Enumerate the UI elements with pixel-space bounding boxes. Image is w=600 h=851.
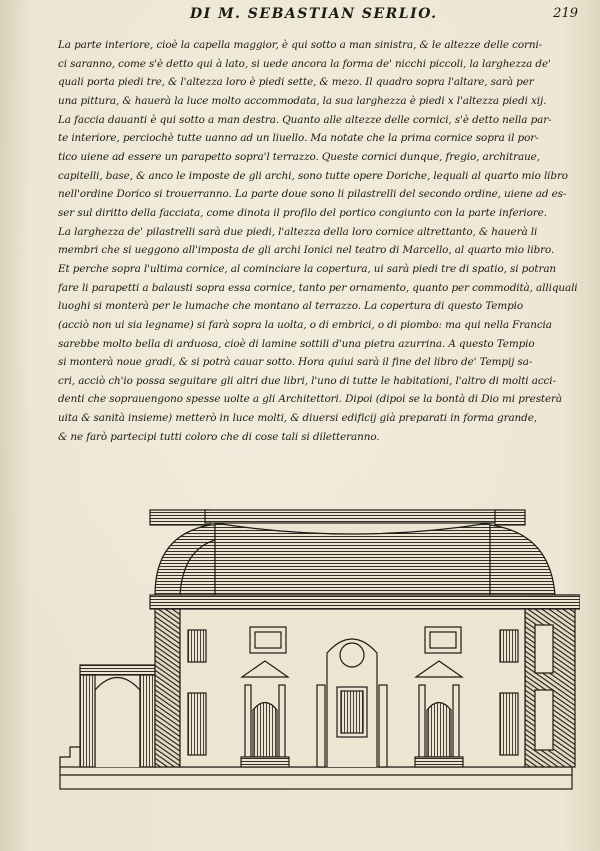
niche-right bbox=[427, 703, 451, 758]
upper-window-right bbox=[500, 630, 518, 662]
text-line: luoghi si monterà per le lumache che montano al terrazzo. La copertura di questo Tempio bbox=[58, 300, 524, 313]
text-line: (acciò non ui sia legname) si farà sopra la uolta, o di embrici, o di piombo: ma qui nella Francia bbox=[58, 318, 552, 331]
text-line: La parte interiore, cioè la capella maggior, è qui sotto a man sinistra, & le altezze delle corni- bbox=[58, 39, 543, 51]
right-dome-section bbox=[490, 525, 555, 595]
text-line: La faccia dauanti è qui sotto a man destra. Quanto alle altezze delle cornici, s'è detto nella par- bbox=[58, 113, 552, 126]
text-line: tico uiene ad essere un parapetto sopra'l terrazzo. Queste cornici dunque, fregio, architraue, bbox=[58, 150, 540, 163]
base-plinth bbox=[60, 767, 572, 789]
text-line: quali porta piedi tre, & l'altezza loro è piedi sette, & mezo. Il quadro sopra l'altare, sarà per bbox=[58, 76, 534, 89]
running-head: DI M. SEBASTIAN SERLIO. bbox=[190, 6, 438, 22]
niche-left bbox=[253, 703, 277, 758]
left-portico-arch bbox=[95, 678, 140, 768]
left-wall-section bbox=[155, 595, 180, 767]
entrance-steps bbox=[60, 747, 80, 767]
side-door-left bbox=[188, 693, 206, 755]
text-line: te interiore, perciochè tutte uanno ad un liuello. Ma notate che la prima cornice sopra il por- bbox=[58, 132, 539, 145]
text-line: cri, acciò ch'io possa seguitare gli altri due libri, l'uno di tutte le habitationi, l'altro di molti acci- bbox=[58, 374, 556, 387]
text-line: fare li parapetti a balausti sopra essa cornice, tanto per ornamento, quanto per commodità, alliquali bbox=[58, 281, 578, 294]
upper-window-left bbox=[188, 630, 206, 662]
left-dome-section bbox=[155, 525, 215, 595]
text-line: La larghezza de' pilastrelli sarà due piedi, l'altezza della loro cornice altrettanto, & hauerà li bbox=[58, 225, 538, 238]
text-line: Et perche sopra l'ultima cornice, al cominciare la copertura, ui sarà piedi tre di spatio, si potran bbox=[58, 262, 557, 275]
text-line: ci saranno, come s'è detto qui à lato, si uede ancora la forma de' nicchi piccoli, la larghezza de' bbox=[58, 57, 551, 70]
oculus bbox=[340, 643, 364, 667]
text-line: uita & sanità insieme) metterò in luce molti, & diuersi edificij già preparati in forma grande, bbox=[58, 412, 537, 425]
left-portico-roof bbox=[80, 665, 155, 675]
text-line: denti che soprauengono spesse uolte a gli Architettori. Dipoi (dipoi se la bontà di Dio mi presterà bbox=[58, 393, 563, 406]
text-line: & ne farò partecipi tutti coloro che di cose tali si diletteranno. bbox=[58, 430, 380, 443]
text-line: membri che si ueggono all'imposta de gli archi Ionici nel teatro di Marcello, al quarto mio libro. bbox=[58, 244, 555, 257]
side-door-right bbox=[500, 693, 518, 755]
main-cornice bbox=[150, 595, 580, 609]
text-line: una pittura, & hauerà la luce molto accommodata, la sua larghezza è piedi x l'altezza piedi xij. bbox=[58, 94, 547, 107]
text-line: si monterà noue gradi, & si potrà cauar sotto. Hora quiui sarà il fine del libro de' Tempij sa- bbox=[58, 356, 533, 369]
text-line: sarebbe molto bella di arduosa, cioè di lamine sottili d'una pietra azurrina. A questo Tempio bbox=[58, 337, 535, 350]
text-line: capitelli, base, & anco le imposte de gli archi, sono tutte opere Doriche, lequali al quarto mio libro bbox=[58, 169, 568, 182]
text-line: nell'ordine Dorico si trouerranno. La parte doue sono li pilastrelli del secondo ordine, uiene ad es- bbox=[58, 188, 567, 201]
body-text bbox=[58, 36, 588, 446]
page-number: 219 bbox=[553, 6, 578, 21]
pilaster bbox=[379, 685, 387, 767]
architectural-section-woodcut bbox=[55, 505, 580, 795]
text-line: ser sul diritto della facciata, come dinota il profilo del portico congiunto con la parte inferiore. bbox=[58, 206, 547, 219]
pilaster bbox=[317, 685, 325, 767]
